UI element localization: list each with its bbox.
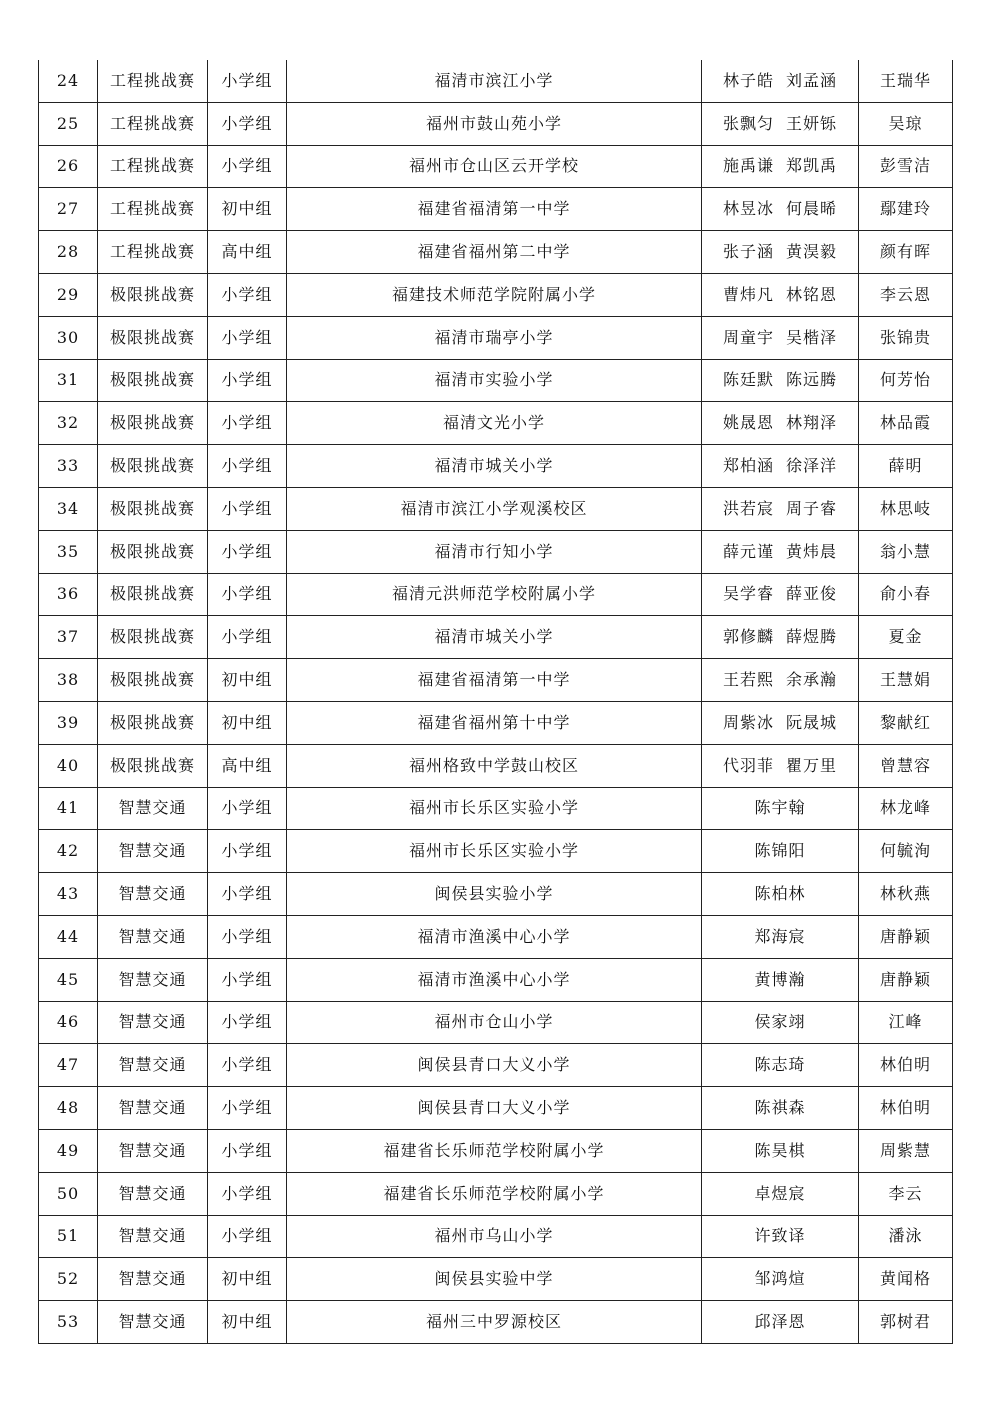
student-name: 张子涵 [722,242,774,262]
cell-group: 小学组 [208,359,287,402]
cell-school: 福州市长乐区实验小学 [287,830,702,873]
student-name: 吴楷泽 [786,327,838,347]
table-row [39,1301,953,1344]
student-names [722,541,838,561]
student-name: 卓煜宸 [754,1183,806,1203]
cell-students [702,1001,859,1044]
student-names [754,843,805,859]
cell-teacher: 薛明 [859,445,953,488]
cell-number: 39 [39,701,98,744]
cell-school: 福清市渔溪中心小学 [287,958,702,1001]
student-name: 林子皓 [722,70,774,90]
cell-school: 闽侯县青口大义小学 [287,1087,702,1130]
cell-school: 福建省福州第二中学 [287,231,702,274]
table-row [39,530,953,573]
cell-number: 46 [39,1001,98,1044]
cell-school: 福州市长乐区实验小学 [287,787,702,830]
cell-teacher: 夏金 [859,616,953,659]
student-name: 邹鸿煊 [754,1269,806,1289]
student-names [722,284,838,304]
cell-group: 小学组 [208,145,287,188]
award-list-table [38,60,953,1344]
student-name: 何晨晞 [786,199,838,219]
student-names [754,800,805,816]
student-name: 陈祺森 [754,1098,806,1118]
cell-number: 28 [39,231,98,274]
cell-category: 工程挑战赛 [98,231,208,274]
cell-school: 福建省福清第一中学 [287,659,702,702]
cell-group: 小学组 [208,1172,287,1215]
student-name: 周子睿 [786,498,838,518]
cell-teacher: 张锦贵 [859,316,953,359]
student-names [754,969,806,989]
cell-category: 极限挑战赛 [98,616,208,659]
cell-category: 智慧交通 [98,1001,208,1044]
student-name: 郑海宸 [754,926,806,946]
cell-group: 小学组 [208,530,287,573]
student-names [754,1271,805,1287]
cell-number: 42 [39,830,98,873]
cell-group: 小学组 [208,273,287,316]
cell-school: 福建省长乐师范学校附属小学 [287,1172,702,1215]
table-row [39,1172,953,1215]
cell-category: 智慧交通 [98,1087,208,1130]
cell-group: 初中组 [208,701,287,744]
cell-category: 智慧交通 [98,830,208,873]
student-names [723,458,837,474]
cell-group: 小学组 [208,787,287,830]
cell-school: 福清市瑞亭小学 [287,316,702,359]
student-name: 黄炜晨 [786,541,838,561]
cell-number: 29 [39,273,98,316]
cell-group: 小学组 [208,958,287,1001]
cell-teacher: 林龙峰 [859,787,953,830]
student-name: 代羽菲 [722,755,774,775]
cell-school: 闽侯县实验中学 [287,1258,702,1301]
student-name: 洪若宸 [722,498,774,518]
cell-students [702,273,859,316]
table-row [39,1258,953,1301]
cell-school: 福清市行知小学 [287,530,702,573]
cell-students [702,573,859,616]
cell-students [702,102,859,145]
cell-students [702,659,859,702]
cell-teacher: 周紫慧 [859,1129,953,1172]
student-names [723,629,837,645]
cell-teacher: 王瑞华 [859,60,953,102]
cell-teacher: 李云 [859,1172,953,1215]
student-name: 林翔泽 [786,413,838,433]
cell-students [702,359,859,402]
cell-number: 34 [39,487,98,530]
student-name: 施禹谦 [722,156,774,176]
student-names [722,498,838,518]
cell-number: 38 [39,659,98,702]
student-name: 陈廷默 [722,370,774,390]
table-row [39,102,953,145]
table-row [39,958,953,1001]
cell-number: 41 [39,787,98,830]
table-row [39,60,953,102]
cell-category: 极限挑战赛 [98,273,208,316]
cell-group: 小学组 [208,915,287,958]
student-names [754,1228,805,1244]
cell-school: 福清文光小学 [287,402,702,445]
student-name: 吴学睿 [722,584,774,604]
student-names [722,755,838,775]
student-names [723,586,837,602]
cell-school: 福建省福清第一中学 [287,188,702,231]
cell-group: 小学组 [208,1129,287,1172]
cell-teacher: 林思岐 [859,487,953,530]
cell-number: 49 [39,1129,98,1172]
cell-category: 极限挑战赛 [98,359,208,402]
table-row [39,1087,953,1130]
cell-school: 闽侯县青口大义小学 [287,1044,702,1087]
student-names [723,158,837,174]
table-row [39,1044,953,1087]
cell-group: 小学组 [208,573,287,616]
cell-group: 小学组 [208,830,287,873]
cell-number: 27 [39,188,98,231]
table-row [39,1129,953,1172]
cell-category: 智慧交通 [98,1215,208,1258]
table-row [39,359,953,402]
cell-category: 极限挑战赛 [98,402,208,445]
cell-teacher: 江峰 [859,1001,953,1044]
cell-number: 25 [39,102,98,145]
student-name: 黄博瀚 [754,969,806,989]
student-name: 陈柏林 [754,884,806,904]
student-names [723,201,837,217]
cell-group: 初中组 [208,1301,287,1344]
cell-students [702,60,859,102]
table-row [39,1001,953,1044]
cell-category: 极限挑战赛 [98,530,208,573]
cell-number: 53 [39,1301,98,1344]
table-row [39,273,953,316]
cell-teacher: 黄闻格 [859,1258,953,1301]
cell-teacher: 唐静颖 [859,915,953,958]
cell-teacher: 郭树君 [859,1301,953,1344]
cell-category: 极限挑战赛 [98,445,208,488]
cell-students [702,915,859,958]
student-name: 徐泽洋 [786,456,838,476]
cell-teacher: 王慧娟 [859,659,953,702]
student-name: 王妍铄 [786,113,838,133]
cell-students [702,316,859,359]
cell-number: 44 [39,915,98,958]
student-name: 曹炜凡 [722,284,774,304]
cell-number: 24 [39,60,98,102]
cell-number: 50 [39,1172,98,1215]
student-names [754,1314,805,1330]
cell-school: 福州三中罗源校区 [287,1301,702,1344]
cell-students [702,402,859,445]
cell-category: 极限挑战赛 [98,744,208,787]
student-names [754,886,805,902]
cell-number: 33 [39,445,98,488]
cell-students [702,188,859,231]
cell-group: 初中组 [208,1258,287,1301]
table-body [39,60,953,1343]
student-names [722,327,838,347]
student-name: 王若熙 [722,670,774,690]
cell-group: 小学组 [208,316,287,359]
cell-students [702,145,859,188]
cell-category: 工程挑战赛 [98,60,208,102]
cell-number: 45 [39,958,98,1001]
cell-students [702,830,859,873]
table-row [39,787,953,830]
student-name: 陈志琦 [754,1055,806,1075]
student-name: 林昱冰 [722,199,774,219]
cell-school: 福建技术师范学院附属小学 [287,273,702,316]
cell-number: 30 [39,316,98,359]
cell-school: 福清元洪师范学校附属小学 [287,573,702,616]
student-names [723,244,837,260]
student-names [722,70,838,90]
cell-teacher: 颜有晖 [859,231,953,274]
student-name: 薛煜腾 [786,627,838,647]
cell-category: 智慧交通 [98,787,208,830]
cell-group: 初中组 [208,659,287,702]
cell-number: 37 [39,616,98,659]
table-row [39,873,953,916]
cell-school: 福清市城关小学 [287,445,702,488]
cell-number: 32 [39,402,98,445]
cell-category: 极限挑战赛 [98,316,208,359]
cell-number: 35 [39,530,98,573]
cell-students [702,487,859,530]
cell-students [702,1215,859,1258]
student-name: 郑柏涵 [722,456,774,476]
student-names [723,672,837,688]
cell-students [702,616,859,659]
cell-students [702,1087,859,1130]
cell-category: 智慧交通 [98,1129,208,1172]
cell-school: 闽侯县实验小学 [287,873,702,916]
cell-group: 初中组 [208,188,287,231]
cell-group: 小学组 [208,1215,287,1258]
student-name: 张飘匀 [722,113,774,133]
student-names [754,1057,805,1073]
cell-teacher: 李云恩 [859,273,953,316]
cell-group: 小学组 [208,616,287,659]
cell-school: 福清市滨江小学观溪校区 [287,487,702,530]
cell-teacher: 林秋燕 [859,873,953,916]
cell-students [702,1044,859,1087]
cell-students [702,231,859,274]
student-name: 姚晟恩 [722,413,774,433]
student-names [723,372,837,388]
cell-teacher: 吴琼 [859,102,953,145]
cell-school: 福州格致中学鼓山校区 [287,744,702,787]
table-row [39,616,953,659]
student-name: 余承瀚 [786,670,838,690]
student-names [754,926,806,946]
student-name: 刘孟涵 [786,70,838,90]
student-names [754,1140,806,1160]
table-row [39,1215,953,1258]
student-names [754,1014,805,1030]
table-row [39,701,953,744]
table-row [39,316,953,359]
table-row [39,231,953,274]
cell-school: 福州市仓山区云开学校 [287,145,702,188]
student-names [754,1100,805,1116]
cell-category: 工程挑战赛 [98,145,208,188]
cell-category: 工程挑战赛 [98,188,208,231]
cell-school: 福州市仓山小学 [287,1001,702,1044]
cell-number: 31 [39,359,98,402]
student-name: 陈远腾 [786,370,838,390]
student-name: 阮晟城 [786,712,838,732]
cell-students [702,701,859,744]
cell-number: 26 [39,145,98,188]
cell-category: 极限挑战赛 [98,659,208,702]
cell-group: 小学组 [208,1044,287,1087]
table-row [39,445,953,488]
cell-teacher: 俞小春 [859,573,953,616]
cell-number: 43 [39,873,98,916]
student-name: 陈锦阳 [754,841,806,861]
cell-number: 40 [39,744,98,787]
cell-teacher: 鄢建玲 [859,188,953,231]
student-name: 黄淏毅 [786,242,838,262]
cell-teacher: 何毓洵 [859,830,953,873]
student-name: 郑凯禹 [786,156,838,176]
cell-students [702,787,859,830]
cell-teacher: 黎献红 [859,701,953,744]
cell-students [702,873,859,916]
cell-school: 福清市实验小学 [287,359,702,402]
table-row [39,915,953,958]
student-names [722,113,838,133]
cell-group: 高中组 [208,231,287,274]
cell-students [702,1172,859,1215]
cell-group: 小学组 [208,1087,287,1130]
student-name: 陈宇翰 [754,798,806,818]
cell-category: 智慧交通 [98,1172,208,1215]
table-row [39,402,953,445]
cell-school: 福州市鼓山苑小学 [287,102,702,145]
cell-category: 智慧交通 [98,958,208,1001]
cell-group: 小学组 [208,445,287,488]
cell-school: 福清市城关小学 [287,616,702,659]
cell-students [702,1258,859,1301]
student-name: 周童宇 [722,327,774,347]
student-name: 周紫冰 [722,712,774,732]
cell-category: 极限挑战赛 [98,573,208,616]
table-row [39,188,953,231]
cell-number: 36 [39,573,98,616]
cell-group: 小学组 [208,402,287,445]
student-names [722,712,838,732]
table-row [39,487,953,530]
cell-teacher: 林伯明 [859,1087,953,1130]
cell-students [702,530,859,573]
cell-school: 福建省福州第十中学 [287,701,702,744]
cell-teacher: 唐静颖 [859,958,953,1001]
cell-number: 47 [39,1044,98,1087]
cell-number: 48 [39,1087,98,1130]
cell-school: 福州市乌山小学 [287,1215,702,1258]
cell-teacher: 曾慧容 [859,744,953,787]
student-name: 侯家翊 [754,1012,806,1032]
cell-students [702,445,859,488]
cell-group: 小学组 [208,873,287,916]
cell-category: 极限挑战赛 [98,701,208,744]
cell-teacher: 潘泳 [859,1215,953,1258]
cell-students [702,1301,859,1344]
cell-category: 智慧交通 [98,873,208,916]
cell-students [702,1129,859,1172]
student-name: 林铭恩 [786,284,838,304]
cell-teacher: 林伯明 [859,1044,953,1087]
cell-school: 福清市滨江小学 [287,60,702,102]
student-names [723,415,837,431]
cell-category: 智慧交通 [98,1044,208,1087]
cell-category: 智慧交通 [98,1301,208,1344]
cell-category: 工程挑战赛 [98,102,208,145]
cell-group: 高中组 [208,744,287,787]
cell-group: 小学组 [208,1001,287,1044]
cell-category: 智慧交通 [98,1258,208,1301]
student-name: 瞿万里 [786,755,838,775]
cell-school: 福清市渔溪中心小学 [287,915,702,958]
cell-teacher: 翁小慧 [859,530,953,573]
table-row [39,830,953,873]
cell-teacher: 林品霞 [859,402,953,445]
cell-students [702,744,859,787]
table-row [39,659,953,702]
cell-number: 51 [39,1215,98,1258]
cell-category: 极限挑战赛 [98,487,208,530]
student-name: 薛元谨 [722,541,774,561]
cell-group: 小学组 [208,102,287,145]
cell-teacher: 何芳怡 [859,359,953,402]
student-name: 邱泽恩 [754,1312,806,1331]
cell-teacher: 彭雪洁 [859,145,953,188]
student-name: 郭修麟 [722,627,774,647]
student-name: 陈昊棋 [754,1140,806,1160]
student-name: 许致译 [754,1226,806,1246]
student-name: 薛亚俊 [786,584,838,604]
table-row [39,744,953,787]
cell-group: 小学组 [208,60,287,102]
student-names [754,1183,806,1203]
cell-category: 智慧交通 [98,915,208,958]
table-row [39,145,953,188]
cell-group: 小学组 [208,487,287,530]
cell-school: 福建省长乐师范学校附属小学 [287,1129,702,1172]
cell-students [702,958,859,1001]
cell-number: 52 [39,1258,98,1301]
table-row [39,573,953,616]
